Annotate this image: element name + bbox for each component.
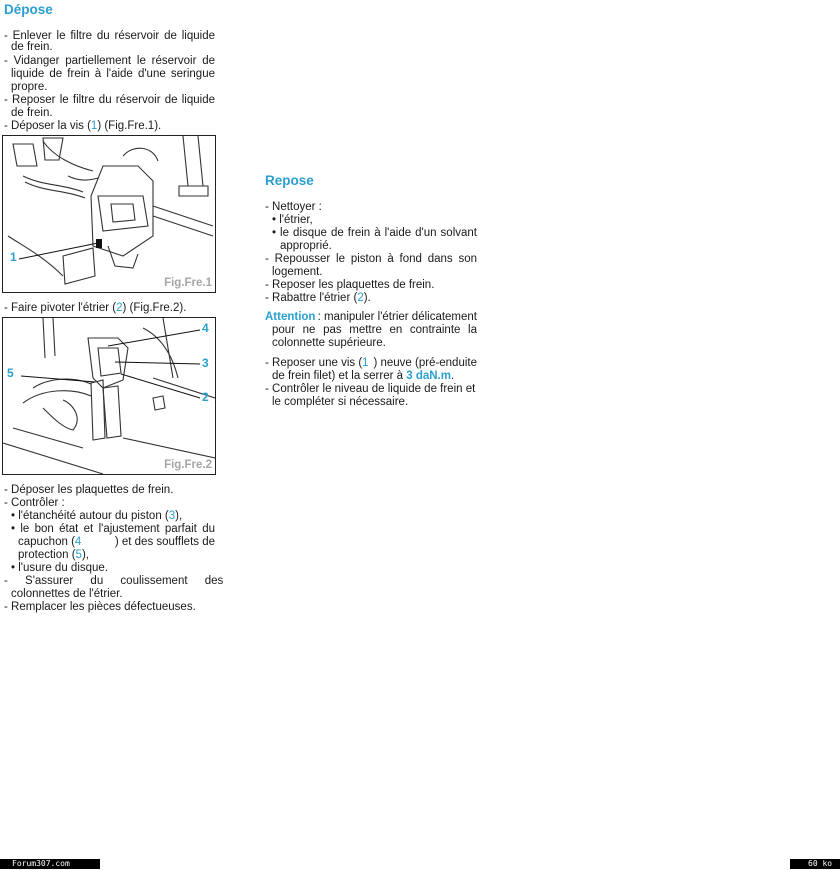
step-line: logement. [272,266,323,278]
step-line: de frein filet) et la serrer à 3 daN.m. [272,370,455,382]
step-line: - Remplacer les pièces défectueuses. [4,601,196,613]
fig2-label: Fig.Fre.2 [164,459,212,471]
repose-title: Repose [265,173,314,188]
footer-source: Forum307.com [0,859,100,869]
step-pivoter-etrier: - Faire pivoter l'étrier (2) (Fig.Fre.2). [4,302,187,314]
step-line: - Vidanger partiellement le réservoir de [4,55,215,67]
step-line: protection (5), [18,549,89,561]
footer-size: 60 ko [790,859,840,869]
attention-line: pour ne pas mettre en contrainte la [272,324,477,336]
depose-title: Dépose [4,2,53,17]
fig2-callout-3: 3 [202,356,209,370]
step-line: - Contrôler le niveau de liquide de frein et [265,383,476,395]
step-line: - Repousser le piston à fond dans son [265,253,477,265]
attention-note: Attention : manipuler l'étrier délicatement [265,311,477,323]
step-line: - Déposer les plaquettes de frein. [4,484,174,496]
step-line: • l'étanchéité autour du piston (3), [11,510,183,522]
step-line: - Reposer le filtre du réservoir de liquide [4,94,215,106]
step-line: - Reposer une vis (1 ) neuve (pré-enduite [265,357,477,369]
step-deposer-vis: - Déposer la vis (1) (Fig.Fre.1). [4,120,162,132]
step-line: • le disque de frein à l'aide d'un solvant [272,227,477,239]
attention-line: colonnette supérieure. [272,337,386,349]
brake-pads-illustration [3,318,215,474]
figure-fre-2 [2,317,216,475]
step-line: le compléter si nécessaire. [272,396,409,408]
step-line: • l'étrier, [272,214,313,226]
step-line: - Enlever le filtre du réservoir de liquide [4,30,215,42]
fig2-callout-2: 2 [202,390,209,404]
fig1-label: Fig.Fre.1 [164,277,212,289]
step-line: - Rabattre l'étrier (2). [265,292,371,304]
figure-fre-1 [2,135,216,293]
step-line: • le bon état et l'ajustement parfait du [11,523,215,535]
fig1-callout-1: 1 [10,250,17,264]
step-line: - S'assurer du coulissement des [4,575,224,587]
step-line: colonnettes de l'étrier. [11,588,123,600]
fig2-callout-5: 5 [7,366,14,380]
step-line: - Nettoyer : [265,201,322,213]
step-line: approprié. [280,240,332,252]
step-line: de frein. [11,107,53,119]
step-line: - Reposer les plaquettes de frein. [265,279,435,291]
step-line: de frein. [11,41,53,53]
step-line: propre. [11,81,48,93]
fig2-callout-4: 4 [202,321,209,335]
step-line: capuchon (4 ) et des soufflets de [18,536,215,548]
step-line: - Contrôler : [4,497,65,509]
brake-caliper-illustration [3,136,215,292]
step-line: • l'usure du disque. [11,562,109,574]
step-line: liquide de frein à l'aide d'une seringue [11,68,215,80]
